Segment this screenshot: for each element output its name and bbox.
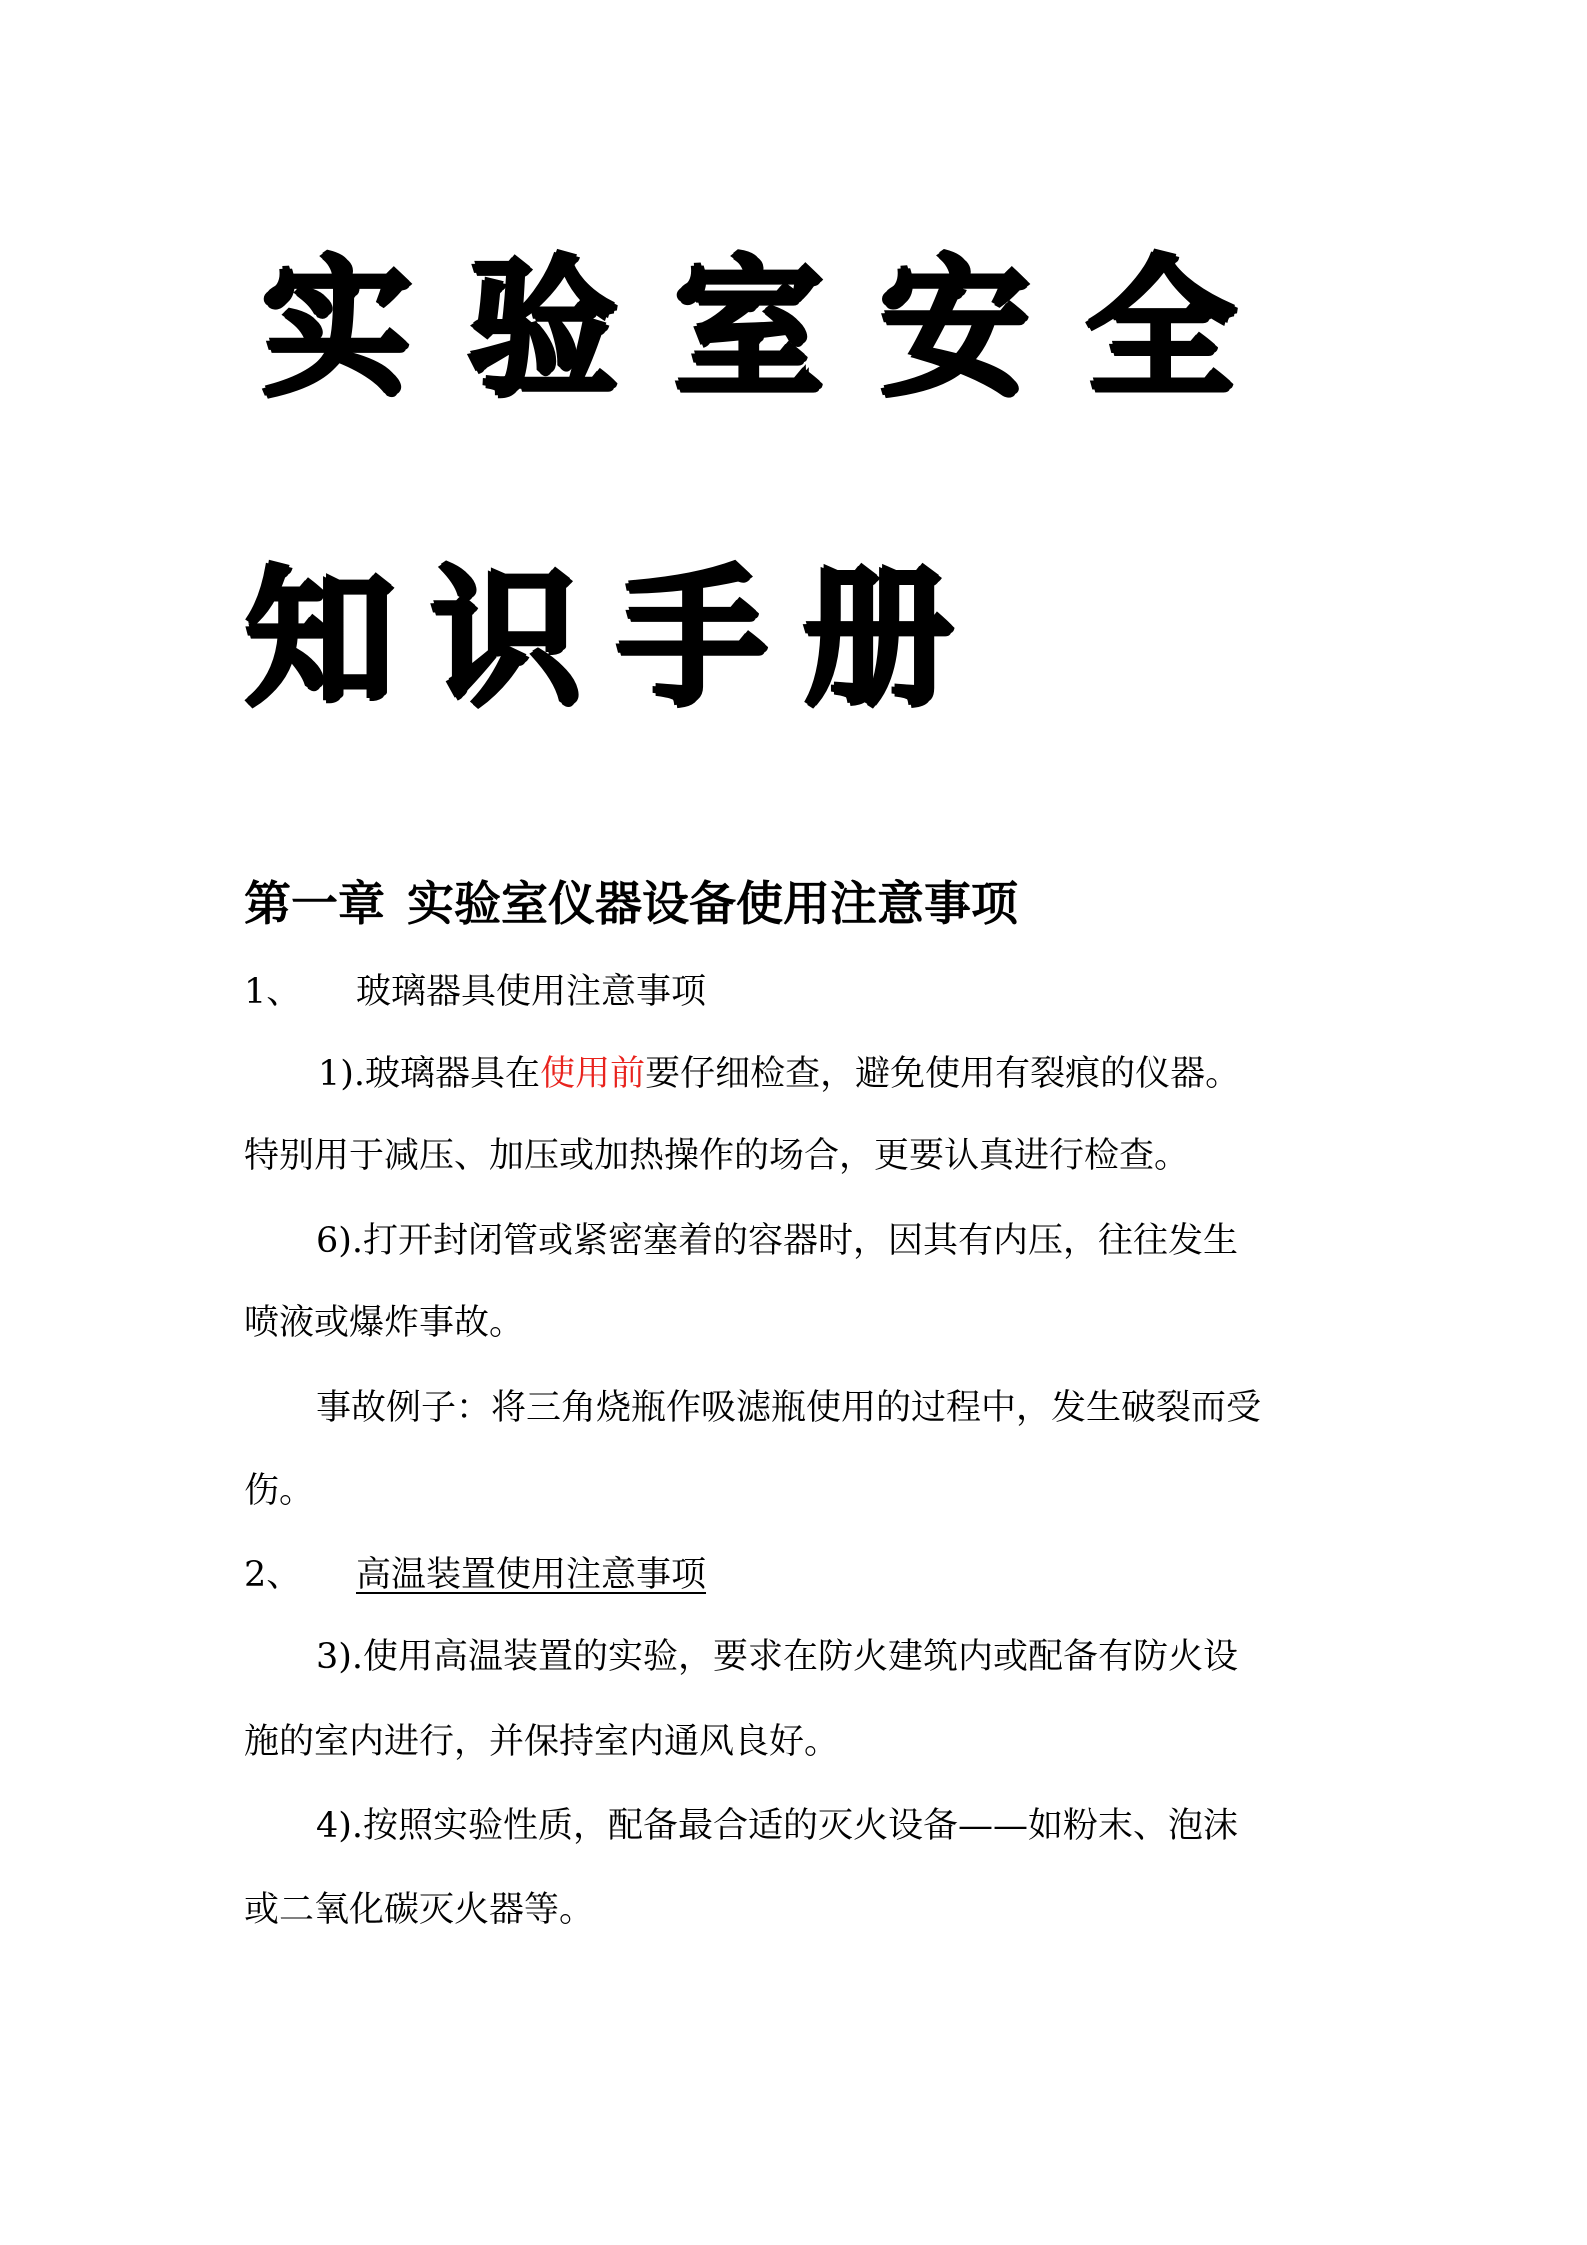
paragraph-line: 6).打开封闭管或紧密塞着的容器时，因其有内压，往往发生 <box>316 1221 1239 1261</box>
chapter-number: 第一章 <box>244 877 385 932</box>
section-heading-1 <box>244 962 706 1022</box>
paragraph-text: 1).玻璃器具在 <box>318 1054 541 1094</box>
paragraph-line: 喷液或爆炸事故。 <box>244 1303 525 1343</box>
paragraph-line: 4).按照实验性质，配备最合适的灭火设备——如粉末、泡沫 <box>316 1806 1239 1846</box>
document-title-line-1: 实验室安全 <box>262 243 1293 417</box>
chapter-title: 实验室仪器设备使用注意事项 <box>407 877 1018 932</box>
paragraph-line: 伤。 <box>244 1471 315 1511</box>
highlighted-text: 使用前 <box>540 1054 646 1094</box>
paragraph-line: 事故例子：将三角烧瓶作吸滤瓶使用的过程中，发生破裂而受 <box>316 1388 1262 1428</box>
paragraph-line: 3).使用高温装置的实验，要求在防火建筑内或配备有防火设 <box>316 1637 1239 1677</box>
section-heading-2 <box>244 1545 706 1605</box>
paragraph-line: 特别用于减压、加压或加热操作的场合，更要认真进行检查。 <box>244 1136 1190 1176</box>
paragraph-line <box>318 1044 1240 1104</box>
section-number: 2、 <box>244 1555 302 1595</box>
paragraph-line: 或二氧化碳灭火器等。 <box>244 1890 595 1930</box>
section-number: 1、 <box>244 972 302 1012</box>
section-title: 玻璃器具使用注意事项 <box>356 972 707 1012</box>
paragraph-text: 要仔细检查，避免使用有裂痕的仪器。 <box>645 1054 1241 1094</box>
document-title-line-2: 知识手册 <box>245 553 990 727</box>
paragraph-line: 施的室内进行，并保持室内通风良好。 <box>244 1722 840 1762</box>
section-title: 高温装置使用注意事项 <box>356 1555 707 1595</box>
chapter-heading <box>244 870 1018 940</box>
